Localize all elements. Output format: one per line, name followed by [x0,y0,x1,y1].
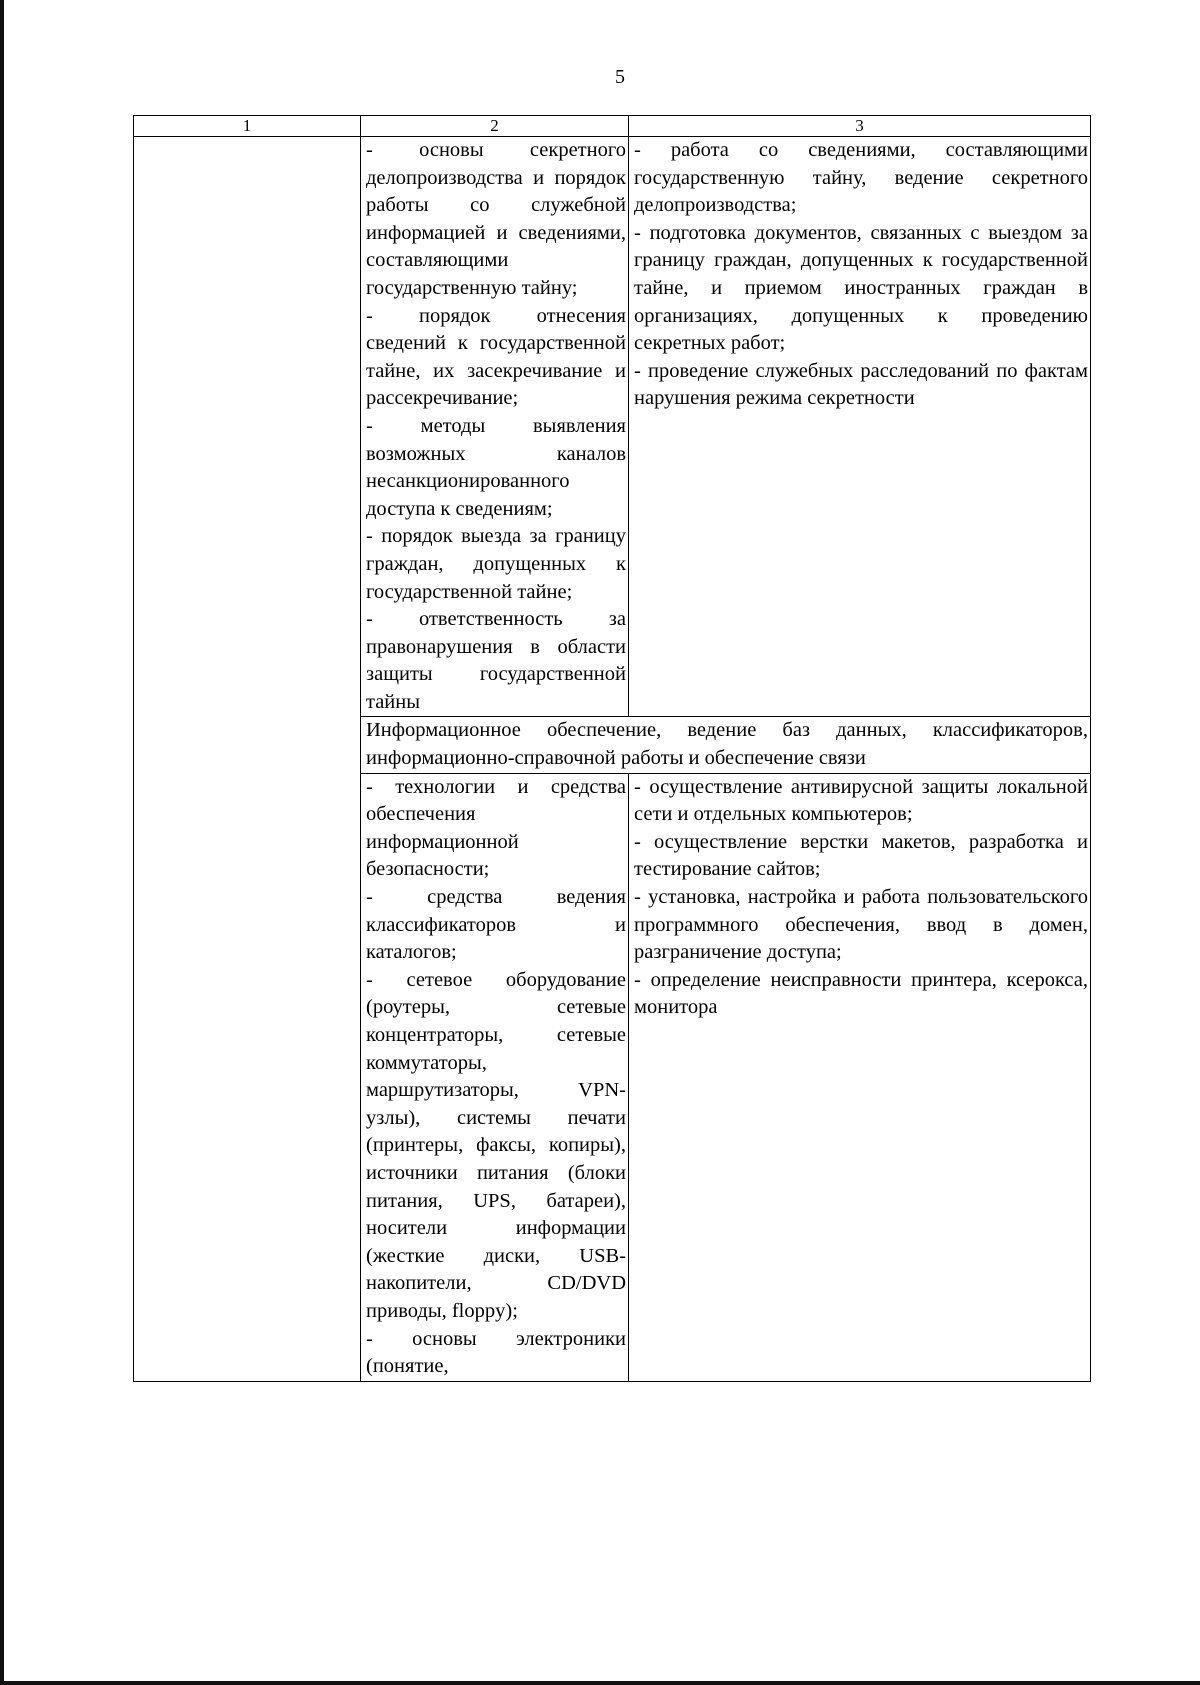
row1-col2-cell [361,137,629,717]
row1-col1-cell [134,137,361,717]
header-cell-2: 2 [361,116,629,137]
page-number: 5 [615,66,625,88]
list-item: - методы выявления возможных каналов несанкционированного доступа к сведениям; [366,414,626,520]
list-item: - осуществление антивирусной защиты локальной сети и отдельных компьютеров; [634,775,1088,826]
list-item: - установка, настройка и работа пользовательского программного обеспечения, ввод в домен, разграничение доступа; [634,886,1088,964]
list-item: - технологии и средства обеспечения информационной безопасности; [366,775,626,881]
list-item: - порядок отнесения сведений к государственной тайне, их засекречивание и рассекречивание; [366,304,626,410]
list-item: - работа со сведениями, составляющими государственную тайну, ведение секретного делопроизводства; [634,139,1088,217]
list-item: - средства ведения классификаторов и каталогов; [366,886,626,964]
list-item: - основы электроники (понятие, [366,1327,626,1378]
row3-col2-cell [361,773,629,1381]
page-bottom-edge [0,1681,1200,1685]
list-item: - осуществление верстки макетов, разработка и тестирование сайтов; [634,830,1088,881]
row3-col1-cell [134,773,361,1381]
header-cell-3: 3 [629,116,1091,137]
table-row [134,773,1091,1381]
row3-col3-cell [629,773,1091,1381]
page-left-edge [0,0,4,1685]
row2-col1-cell [134,717,361,773]
list-item: - проведение служебных расследований по фактам нарушения режима секретности [634,359,1088,410]
list-item: - определение неисправности принтера, ксерокса, монитора [634,968,1088,1019]
table-row [134,717,1091,773]
row1-col3-cell [629,137,1091,717]
document-table [133,115,1091,1382]
table-row [134,137,1091,717]
list-item: - ответственность за правонарушения в области защиты государственной тайны [366,608,626,713]
table-header-row [134,116,1091,137]
header-cell-1: 1 [134,116,361,137]
section-title-cell: Информационное обеспечение, ведение баз данных, классификаторов, информационно-справочной работы и обеспечение связи [361,717,1091,773]
list-item: - подготовка документов, связанных с выездом за границу граждан, допущенных к государственной тайне, и приемом иностранных граждан в организациях, допущенных к проведению секретных работ; [634,221,1088,355]
list-item: - сетевое оборудование (роутеры, сетевые концентраторы, сетевые коммутаторы, маршрутизаторы, VPN-узлы), системы печати (принтеры, факсы, копиры), источники питания (блоки питания, UPS, батареи), носители информации (жесткие диски, USB-накопители, CD/DVD приводы, floppy); [366,968,626,1322]
list-item: - основы секретного делопроизводства и порядок работы со служебной информацией и сведениями, составляющими государственную тайну; [366,139,626,299]
list-item: - порядок выезда за границу граждан, допущенных к государственной тайне; [366,525,626,603]
